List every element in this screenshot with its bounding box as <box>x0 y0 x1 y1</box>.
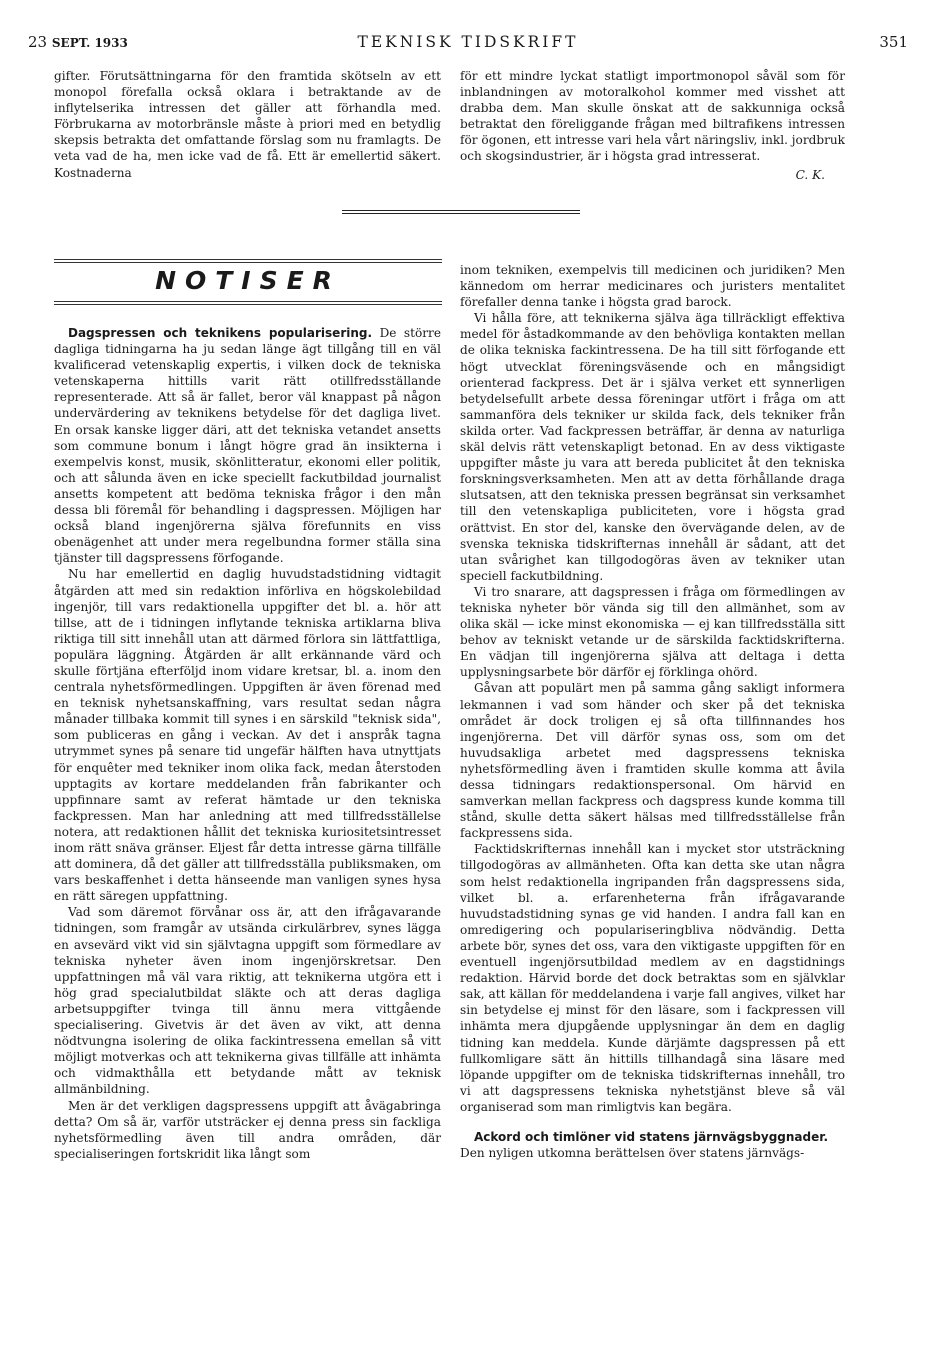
paragraph: inom tekniken, exempelvis till medicinen och juridiken? Men kännedom om herrar medicinares och juristers mentalitet förefaller denna tanke i högsta grad barock. <box>460 263 845 310</box>
spacer <box>460 1115 845 1129</box>
left-column <box>54 325 441 1162</box>
paragraph: Vi tro snarare, att dagspressen i fråga om förmedlingen av tekniska nyheter bör vända sig till den allmänhet, som av olika skäl — icke minst ekonomiska — ej kan tillfredsställa sitt behov av tekniskt vetande ur de särskilda facktidskrifterna. En vädjan till ingenjörerna själva att deltaga i detta upplysningsarbete bör därför ej förklinga ohörd. <box>460 584 845 680</box>
paragraph: Men är det verkligen dagspressens uppgift att åvägabringa detta? Om så är, varför utsträcker ej denna press sin fackliga nyhetsförmedling även till andra områden, där specialiseringen fortskridit lika långt som <box>54 1098 441 1161</box>
paragraph: Dagspressen och teknikens popularisering. De större dagliga tidningarna ha ju sedan länge ägt tillgång till en väl kvalificerad vetenskaplig expertis, i vilken dock de tekniska vetenskaperna hittills varit rätt otillfredsställande representerade. Att så är fallet, beror väl knappast på någon undervärdering av teknikens betydelse för det dagliga livet. En orsak kanske ligger däri, att det tekniska vetandet ansetts som commune bonum i långt högre grad än insikterna i exempelvis konst, musik, skönlitteratur, ekonomi eller politik, och att sålunda även en icke speciellt fackutbildad journalist ansetts kompetent att bedöma tekniska frågor i den mån dessa bli föremål för behandling i dagspressen. Möjligen har också bland ingenjörerna själva förefunnits en viss obenägenhet att under mera regelbundna former ställa sina tjänster till dagspressens förfogande. <box>54 326 441 566</box>
journal-title: TEKNISK TIDSKRIFT <box>357 33 579 51</box>
paragraph: Facktidskrifternas innehåll kan i mycket stor utsträckning tillgodogöras av allmänheten. Ofta kan detta ske utan några som helst redaktionella ingripanden från dagspressens sida, vilket bl. a. erfarenheterna från ifrågavarande huvudstadstidning synas ge vid handen. I andra fall kan en omredigering och populariseringbliva nödvändig. Detta arbete bör, synes det oss, vara den viktigaste uppgiften för en eventuell ingenjörsutbildad medlem av en dagstidnings redaktion. Härvid borde det dock betraktas som en självklar sak, att källan för meddelandena i varje fall angives, vilket har sin betydelse ej minst för den läsare, som i fackpressen vill inhämta mera djupgående upplysningar än dem en daglig tidning kan meddela. Kunde därjämte dagspressen på ett fullkomligare sätt än hittills tillhandagå sina läsare med löpande uppgifter om de tekniska tidskrifternas innehåll, tro vi att dagspressens tekniska nyhetstjänst bleve så väl organiserad som man rimligtvis kan begära. <box>460 842 845 1114</box>
right-column <box>460 262 845 1161</box>
notiser-rule-bottom <box>54 301 442 305</box>
article-heading: Dagspressen och teknikens popularisering. <box>68 326 373 340</box>
signature: C. K. <box>795 167 825 182</box>
header-date: 23 SEPT. 1933 <box>28 33 128 51</box>
paragraph: Nu har emellertid en daglig huvudstadstidning vidtagit åtgärden att med sin redaktion införliva en högskolebildad ingenjör, till vars redaktionella uppgifter det bl. a. hör att tillse, att de i tidningen inflytande tekniska artiklarna bliva riktiga till sitt innehåll utan att därmed förlora sin lättfattliga, populära läggning. Åtgärden är allt erkännande värd och skulle förtjäna efterföljd inom vidare kretsar, bl. a. inom den centrala nyhetsförmedlingen. Uppgiften är även förenad med en teknisk nyhetsanskaffning, vars resultat sedan några månader tillbaka kommit till synes i en särskild "teknisk sida", som publiceras en gång i veckan. Av det i anspråk tagna utrymmet synes på senare tid ungefär hälften hava utnyttjats för enquêter med tekniker inom olika fack, medan återstoden upptagits av kortare meddelanden från fabrikanter och uppfinnare samt av referat hämtade ur den tekniska fackpressen. Man har anledning att med tillfredsställelse notera, att redaktionen hållit det tekniska kuriositetsintresset inom rätt snäva gränser. Eljest får detta intresse gärna tillfälle att dominera, då det gäller att tillfredsställa publiksmaken, om vars beskaffenhet i detta hänseende man vanligen synes hysa en rätt säregen uppfattning. <box>54 567 441 904</box>
notiser-rule-top <box>54 259 442 263</box>
paragraph: Gåvan att populärt men på samma gång sakligt informera lekmannen i vad som händer och sker på det tekniska området är dock troligen ej så ofta tillfinnandes hos ingenjörerna. Det vill därför synas oss, som om det huvudsakliga arbetet med dagspressens tekniska nyhetsförmedling även i framtiden skulle komma att åvila dessa tidningars redaktionspersonal. Om härvid en samverkan mellan fackpress och dagspress kunde komma till stånd, skulle detta säkert hälsas med tillfredsställelse från fackpressens sida. <box>460 681 845 841</box>
section-title: NOTISER <box>155 266 341 295</box>
article-heading-2: Ackord och timlöner vid statens järnvägsbyggnader. <box>474 1129 829 1144</box>
paragraph: Vad som däremot förvånar oss är, att den ifrågavarande tidningen, som framgår av utsända cirkulärbrev, synes lägga en avsevärd vikt vid sin självtagna uppgift som förmedlare av tekniska nyheter även inom ingenjörskretsar. Den uppfattningen må väl vara riktig, att teknikerna utgöra ett i hög grad specialutbildat släkte och att deras dagliga arbetsuppgifter tvinga till ännu mera vittgående specialisering. Givetvis är det även av vikt, att denna nödtvungna isolering de olika fackintressena emellan så vitt möjligt motverkas och att teknikerna givas tillfälle att inhämta och vidmakthålla ett betydande mått av teknisk allmänbildning. <box>54 905 441 1097</box>
paragraph: Den nyligen utkomna berättelsen över statens järnvägs- <box>460 1146 805 1161</box>
top-right-text: för ett mindre lyckat statligt importmonopol såväl som för inblandningen av motoralkohol kommer med visshet att drabba dem. Man skulle önskat att de sakkunniga också betraktat den föreliggande frågan med biltrafikens intressen för ögonen, ett intresse vari hela vårt näringsliv, inkl. jordbruk och skogsindustrier, är i högsta grad intresserat. C. K. <box>460 69 845 182</box>
section-divider <box>342 210 580 214</box>
page-number: 351 <box>879 33 908 51</box>
paragraph: Vi hålla före, att teknikerna själva äga tillräckligt effektiva medel för åstadkommande av den behövliga kontakten mellan de olika tekniska fackintressena. De ha till sitt förfogande ett högt utvecklat föreningsväsende och en mångsidigt orienterad fackpress. Det är i själva verket ett synnerligen betydelsefullt arbete dessa föreningar utfört i fråga om att sammanföra dels tekniker ur skilda fack, dels tekniker från skilda orter. Vad fackpressen beträffar, är denna av naturliga skäl delvis rätt vetenskapligt betonad. En av dess viktigaste uppgifter måste ju vara att bereda publicitet åt den tekniska forskningsverksamheten. Men att av detta förhållande draga slutsatsen, att den tekniska pressen begränsat sin verksamhet till den vetenskapliga publiciteten, vore i högsta grad orättvist. En stor del, kanske den övervägande delen, av de svenska tekniska tidskrifternas innehåll är sådant, att det utan svårighet kan tillgodogöras även av tekniker utan speciell fackutbildning. <box>460 311 845 583</box>
top-left-text: gifter. Förutsättningarna för den framtida skötseln av ett monopol förefalla också oklara i betraktande av de inflytelserika intressen det gäller att förhandla med. Förbrukarna av motorbränsle måste à priori med en betydlig skepsis betrakta det omfattande förslag som nu framlagts. De veta vad de ha, men icke vad de få. Ett är emellertid säkert. Kostnaderna <box>54 69 441 180</box>
